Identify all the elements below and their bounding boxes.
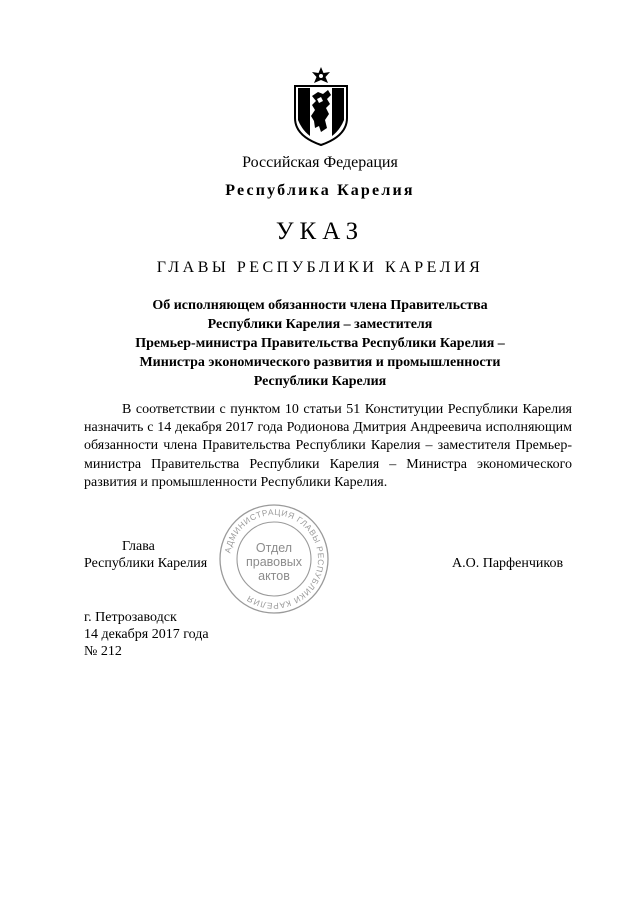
- republic-name: Республика Карелия: [225, 182, 415, 199]
- stamp-line: правовых: [246, 555, 302, 569]
- heading-line: Республики Карелия – заместителя: [207, 317, 433, 332]
- decree-subtitle: ГЛАВЫ РЕСПУБЛИКИ КАРЕЛИЯ: [156, 259, 484, 276]
- heading-line: Министра экономического развития и промышленности: [139, 355, 501, 370]
- signature-title: Глава: [122, 539, 155, 554]
- decree-heading: [0, 296, 640, 391]
- karelia-coat-of-arms-icon: [290, 66, 352, 146]
- footer-date: 14 декабря 2017 года: [84, 627, 209, 642]
- signature-org: Республики Карелия: [84, 556, 208, 571]
- svg-text:АДМИНИСТРАЦИЯ ГЛАВЫ РЕСПУБЛИКИ: АДМИНИСТРАЦИЯ ГЛАВЫ РЕСПУБЛИКИ КАРЕЛИЯ: [222, 506, 327, 612]
- stamp-line: Отдел: [255, 541, 293, 555]
- stamp-inner-text: [218, 503, 330, 615]
- heading-line: Республики Карелия: [253, 374, 387, 389]
- heading-line: Об исполняющем обязанности члена Правительства: [152, 298, 488, 313]
- heading-line: Премьер-министра Правительства Республики Карелия –: [135, 336, 505, 351]
- decree-title: УКАЗ: [275, 218, 365, 245]
- decree-body: В соответствии с пунктом 10 статьи 51 Конституции Республики Карелия назначить с 14 декабря 2017 года Родионова Дмитрия Андреевича исполняющим обязанности члена Правительства Республики Карелия – заместителя Премьер-министра Правительства Республики Карелия – Министра экономического развития и промышленности Республики Карелия.: [84, 402, 572, 490]
- footer-place: г. Петрозаводск: [84, 610, 177, 625]
- footer-number: № 212: [84, 644, 122, 659]
- country-name: Российская Федерация: [242, 154, 398, 171]
- decree-footer: [84, 609, 209, 660]
- signature-name: А.О. Парфенчиков: [452, 556, 564, 571]
- stamp-line: актов: [258, 569, 290, 583]
